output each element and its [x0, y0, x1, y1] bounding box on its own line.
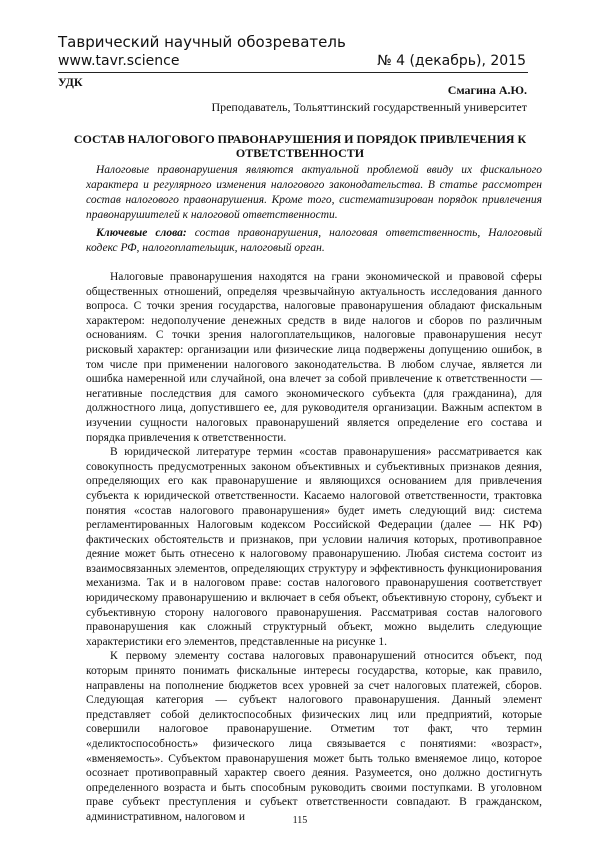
- body-paragraph: К первому элементу состава налоговых правонарушений относится объект, под которым принято понимать фискальные интересы государства, которые, как правило, направлены на пополнение бюджетов всех уровней за счет налоговых платежей, сборов. Следующая категория — субъект налогового правонарушения. Данный элемент представляет собой деликтоспособных физических лиц или предприятий, которые совершили налоговое правонарушение. Отметим тот факт, что термин «деликтоспособность» физического лица связывается с понятиями: «возраст», «вменяемость». Субъектом правонарушения может быть только вменяемое лицо, которое осознает противоправный характер своего деяния. Разумеется, оно должно достигнуть определенного возраста и быть способным руководить своими поступками. В уголовном праве субъект преступления и субъект ответственности совпадают. В гражданском, административном, налоговом и: [86, 650, 542, 823]
- keywords-label: Ключевые слова:: [96, 227, 187, 239]
- author-name: Смагина А.Ю.: [447, 83, 527, 97]
- body-paragraph: В юридической литературе термин «состав правонарушения» рассматривается как совокупность предусмотренных законом объективных и субъективных признаков деяния, определяющих его как правонарушение и являющихся основанием для привлечения субъекта к юридической ответственности. Касаемо налоговой ответственности, трактовка понятия «состав налогового правонарушения» будет иметь следующий вид: система регламентированных Налоговым кодексом Российской Федерации (далее — НК РФ) фактических обстоятельств и признаков, при условии наличия которых, противоправное деяние может быть отнесено к налоговому правонарушению. Любая система состоит из взаимосвязанных элементов, определяющих структуру и эффективность функционирования механизма. Так и в налоговом праве: состав налогового правонарушения соответствует юридическому правонарушению и включает в себя объект, объективную сторону, субъект и субъективную сторону налогового правонарушения. Рассматривая состав налогового правонарушения как сложный структурный объект, можно выделить следующие характеристики его элементов, представленные на рисунке 1.: [86, 446, 542, 648]
- journal-issue: № 4 (декабрь), 2015: [377, 53, 526, 69]
- header-divider: [58, 72, 528, 73]
- body-paragraph: Налоговые правонарушения находятся на грани экономической и правовой сферы общественных отношений, определяя чрезвычайную актуальность исследования данного вопроса. С точки зрения государства, налоговые правонарушения обладают фискальным характером: недополучение денежных средств в виде налогов и сборов по различным основаниям. С точки зрения налогоплательщиков, налоговые правонарушения несут рисковый характер: организации или физические лица подвержены допущению ошибок, в том числе при применении налогового законодательства. В любом случае, является ли ошибка намеренной или случайной, она влечет за собой привлечение к ответственности — негативные последствия для самого экономического субъекта (для гражданина), для должностного лица, допустившего ее, для руководителя организации. Важным аспектом в изучении сущности налоговых правонарушений является определение его состава и порядка привлечения к ответственности.: [86, 271, 542, 444]
- journal-title: Таврический научный обозреватель: [58, 33, 346, 51]
- article-title: СОСТАВ НАЛОГОВОГО ПРАВОНАРУШЕНИЯ И ПОРЯДОК ПРИВЛЕЧЕНИЯ К ОТВЕТСТВЕННОСТИ: [73, 132, 527, 160]
- page-number: 115: [292, 815, 308, 826]
- journal-url[interactable]: www.tavr.science: [58, 53, 180, 69]
- udk-label: УДК: [58, 75, 83, 89]
- keywords-text: состав правонарушения, налоговая ответственность, Налоговый кодекс РФ, налогоплательщик, налоговый орган.: [86, 227, 543, 254]
- article-body: [86, 270, 542, 825]
- abstract: Налоговые правонарушения являются актуальной проблемой ввиду их фискального характера и регулярного изменения налогового законодательства. В статье рассмотрен состав налогового правонарушения. Кроме того, систематизирован порядок привлечения правонарушителей к налоговой ответственности.: [86, 164, 542, 221]
- author-affiliation: Преподаватель, Тольяттинский государственный университет: [211, 100, 527, 114]
- keywords: [86, 226, 542, 256]
